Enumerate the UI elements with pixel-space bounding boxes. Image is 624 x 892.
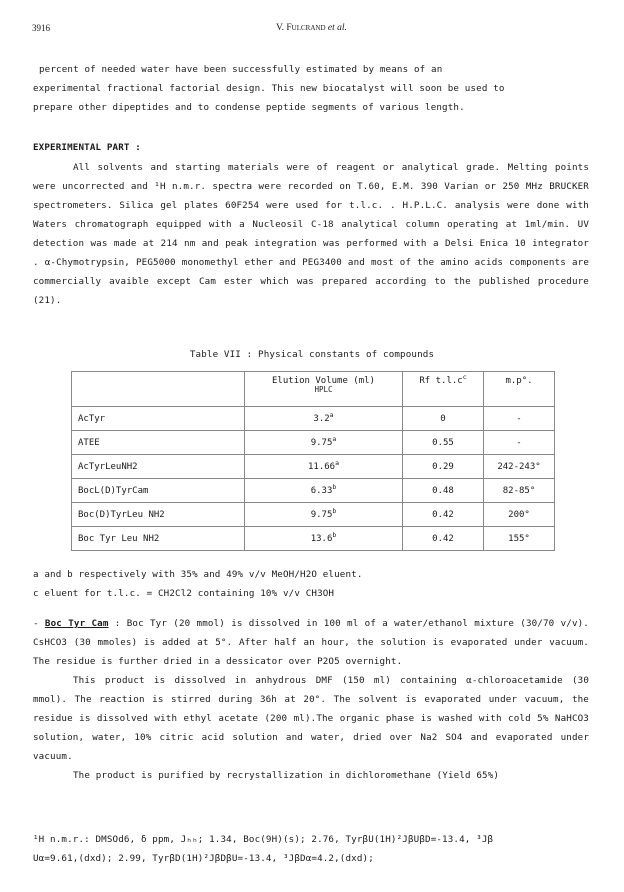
cell-elution (245, 479, 403, 503)
experimental-paragraph (33, 158, 589, 310)
footnote-line: ¹H n.m.r.: DMSOd6, δ ppm, Jₕₕ; 1.34, Boc(9H)(s); 2.76, TyrβU(1H)²JβUβD=-13.4, ³Jβ (33, 834, 494, 845)
cell-compound: Boc(D)TyrLeu NH2 (72, 503, 245, 527)
cell-mp: 242-243° (484, 455, 555, 479)
cell-elution-value: 11.66 (307, 461, 336, 472)
procedure-paragraph-3: The product is purified by recrystallization in dichloromethane (Yield 65%) (73, 770, 500, 781)
cell-elution-value: 3.2 (313, 413, 330, 424)
table-header-rf (403, 372, 484, 407)
cell-mp: 155° (484, 527, 555, 551)
table-header-row (72, 372, 555, 407)
table-note: c eluent for t.l.c. = CH2Cl2 containing 10% v/v CH3OH (33, 588, 335, 599)
table-header-elution (245, 372, 403, 407)
cell-compound-text: AcTyrLeuNH2 (78, 461, 138, 472)
running-head (276, 23, 347, 33)
cell-compound: ATEE (72, 431, 245, 455)
cell-elution-note: b (332, 482, 337, 491)
cell-elution (245, 407, 403, 431)
intro-line: prepare other dipeptides and to condense peptide segments of various length. (33, 102, 465, 113)
table-notes (33, 565, 589, 603)
table-row (72, 527, 555, 551)
cell-mp: - (484, 407, 555, 431)
running-head-suffix: et al. (327, 23, 347, 33)
table-header-compound (72, 372, 245, 407)
table-header-rf-label: Rf t.l.c (419, 376, 463, 386)
cell-elution (245, 503, 403, 527)
intro-paragraph (33, 60, 589, 117)
cell-compound: Boc Tyr Leu NH2 (72, 527, 245, 551)
cell-rf: 0.42 (403, 527, 484, 551)
cell-elution-note: a (329, 410, 334, 419)
cell-elution-note: a (335, 458, 339, 467)
intro-line: percent of needed water have been successfully estimated by means of an (39, 64, 443, 75)
cell-mp: 200° (484, 503, 555, 527)
cell-rf: 0.55 (403, 431, 484, 455)
running-head-author: V. Fulcrand (276, 23, 326, 33)
page-number: 3916 (32, 23, 50, 33)
cell-rf: 0.29 (403, 455, 484, 479)
cell-elution-value: 9.75 (310, 437, 333, 448)
cell-elution (245, 455, 403, 479)
procedure-section (33, 614, 589, 785)
table-header-rf-note: c (462, 373, 467, 381)
procedure-paragraph-2: This product is dissolved in anhydrous DMF (150 ml) containing α-chloroacetamide (30 mmol). The reaction is stirred during 36h at 20°. The solvent is evaporated under vacuum, the residue is dissolved with ethyl acetate (200 ml).The organic phase is washed with cold 5% NaHCO3 solution, water, 10% citric acid solution and water, dried over Na2 SO4 and evaporated under vacuum. (33, 675, 589, 762)
cell-elution (245, 527, 403, 551)
footnote-line: Uα=9.61,(dxd); 2.99, TyrβD(1H)²JβDβU=-13.4, ³JβDα=4.2,(dxd); (33, 853, 374, 864)
procedure-paragraph: - Boc Tyr Cam : Boc Tyr (20 mmol) is dissolved in 100 ml of a water/ethanol mixture (30/70 v/v). CsHCO3 (30 mmoles) is added at 5°. After half an hour, the solution is evaporated under vacuum. The residue is further dried in a dessicator over P2O5 overnight. (33, 618, 589, 667)
cell-elution-note: b (332, 506, 337, 515)
cell-elution-value: 6.33 (310, 485, 333, 496)
cell-mp: 82-85° (484, 479, 555, 503)
table-row (72, 407, 555, 431)
intro-line: experimental fractional factorial design. This new biocatalyst will soon be used to (33, 83, 505, 94)
cell-elution-value: 9.75 (310, 509, 333, 520)
cell-compound: AcTyr (72, 407, 245, 431)
cell-elution (245, 431, 403, 455)
table-row (72, 431, 555, 455)
table-row (72, 479, 555, 503)
footnote (33, 830, 589, 868)
table-header-elution-label: Elution Volume (ml) (272, 376, 375, 386)
table-note: a and b respectively with 35% and 49% v/v MeOH/H2O eluent. (33, 569, 363, 580)
cell-elution-note: b (332, 530, 337, 539)
cell-compound: BocL(D)TyrCam (72, 479, 245, 503)
table-row (72, 455, 555, 479)
cell-mp: - (484, 431, 555, 455)
table-header-mp: m.p°. (484, 372, 555, 407)
cell-elution-value: 13.6 (310, 533, 333, 544)
table-caption: Table VII : Physical constants of compounds (189, 349, 435, 360)
cell-compound (72, 455, 245, 479)
procedure-text: : Boc Tyr (20 mmol) is dissolved in 100 ml of a water/ethanol mixture (30/70 v/v). CsHCO3 (30 mmoles) is added at 5°. After half an hour, the solution is evaporated under vacuum. The residue is further dried in a dessicator over P2O5 overnight. (33, 618, 589, 667)
data-table (71, 371, 555, 551)
section-title: EXPERIMENTAL PART : (33, 142, 141, 153)
cell-rf: 0.48 (403, 479, 484, 503)
procedure-label: Boc Tyr Cam (44, 618, 109, 629)
table-header-hplc: HPLC (314, 385, 333, 394)
cell-rf: 0.42 (403, 503, 484, 527)
cell-rf: 0 (403, 407, 484, 431)
table-row (72, 503, 555, 527)
cell-elution-note: a (332, 434, 337, 443)
experimental-text: All solvents and starting materials were of reagent or analytical grade. Melting points were uncorrected and ¹H n.m.r. spectra were recorded on T.60, E.M. 390 Varian or 250 MHz BRUCKER spectrometers. Silica gel plates 60F254 were used for t.l.c. . H.P.L.C. analysis were done with Waters chromatograph equipped with a Nucleosil C-18 analytical column operating at 1ml/min. UV detection was made at 214 nm and peak integration was performed with a Delsi Enica 10 integrator . α-Chymotrypsin, PEG5000 monomethyl ether and PEG3400 and most of the amino acids components are commercially avaible except Cam ester which was prepared according to the published procedure (21). (33, 162, 589, 306)
